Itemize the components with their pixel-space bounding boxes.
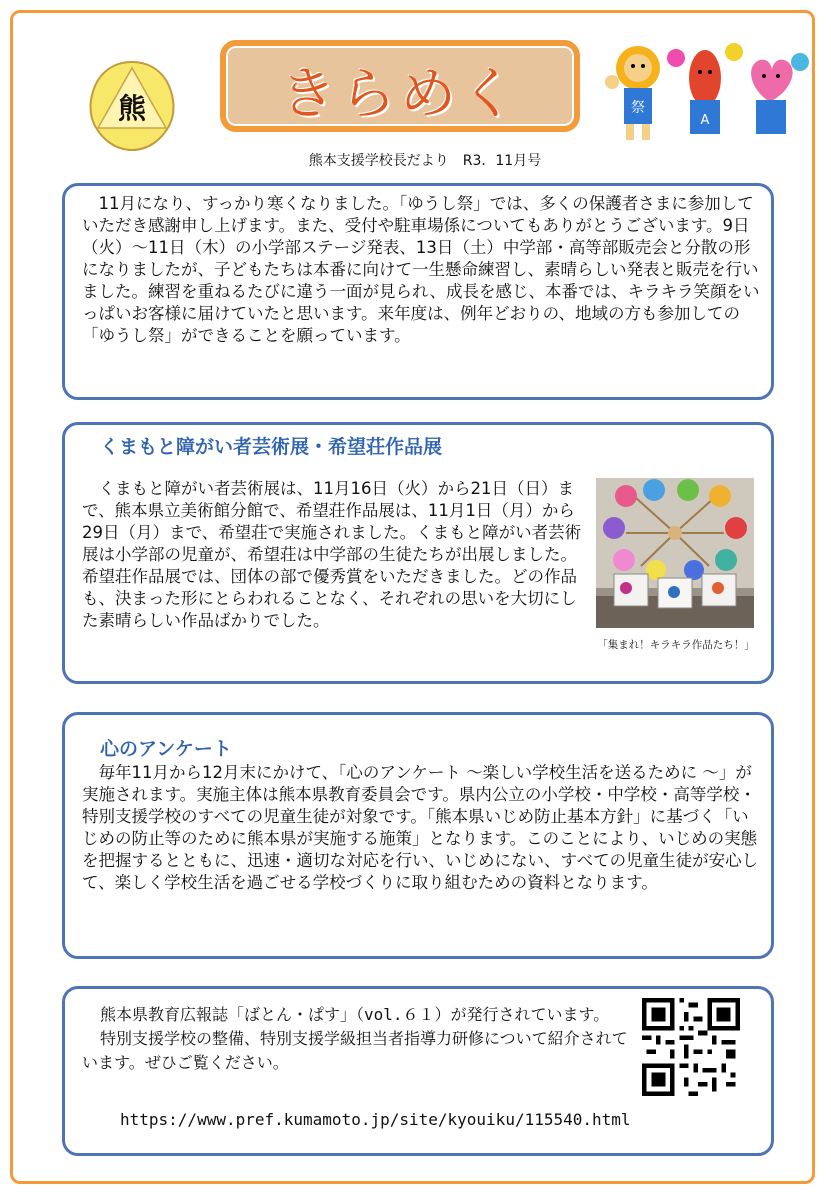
school-logo [86, 60, 178, 152]
art-exhibit-text: くまもと障がい者芸術展は、11月16日（火）から21日（日）まで、熊本県立美術館分館で、希望荘作品展は、11月1日（月）から29日（月）まで、希望荘で実施されました。くまもと障がい者芸術展は小学部の児童が、希望荘は中学部の生徒たちが出展しました。希望荘作品展では、団体の部で優秀賞をいただきました。どの作品も、決まった形にとらわれることなく、それぞれの思いを大切にした素晴らしい作品ばかりでした。 [82, 479, 582, 630]
logo-text: 熊 [117, 92, 147, 125]
bulletin-line-2: 特別支援学校の整備、特別支援学級担当者指導力研修について紹介されています。ぜひご覧ください。 [82, 1029, 628, 1072]
qr-code[interactable] [642, 998, 740, 1096]
newsletter-subtitle: 熊本支援学校長だより R3．11月号 [308, 153, 542, 169]
bulletin-text [82, 1003, 630, 1075]
title-banner [220, 40, 580, 132]
mascot-heart [751, 53, 809, 134]
festival-mascots-illustration [600, 38, 810, 148]
art-exhibit-heading: くまもと障がい者芸術展・希望荘作品展 [100, 436, 443, 458]
svg-text:祭: 祭 [631, 100, 645, 116]
photo-caption: 「集まれ！キラキラ作品たち！」 [597, 639, 755, 651]
bulletin-url-link[interactable]: https://www.pref.kumamoto.jp/site/kyouiku/115540.html [120, 1110, 631, 1129]
survey-text: 毎年11月から12月末にかけて、「心のアンケート ～楽しい学校生活を送るために ～」が実施されます。実施主体は熊本県教育委員会です。県内公立の小学校・中学校・高等学校・特別支援学校のすべての児童生徒が対象です。「熊本県いじめ防止基本方針」に基づく「いじめの防止等のために熊本県が実施する施策」となります。このことにより、いじめの実態を把握するとともに、迅速・適切な対応を行い、いじめにない、すべての児童生徒が安心して、楽しく学校生活を過ごせる学校づくりに取り組むための資料となります。 [82, 763, 759, 892]
artwork-photo [596, 478, 754, 628]
bulletin-line-1: 熊本県教育広報誌「ばとん・ぱす」（vol.６１）が発行されています。 [100, 1005, 610, 1024]
mascot-lion [605, 46, 660, 140]
svg-text:A: A [700, 113, 710, 128]
mascot-red [667, 43, 743, 134]
page-title: きらめく [280, 62, 520, 127]
survey-heading: 心のアンケート [100, 738, 232, 760]
intro-text: 11月になり、すっかり寒くなりました。「ゆうし祭」では、多くの保護者さまに参加していただき感謝申し上げます。また、受付や駐車場係についてもありがとうございます。9日（火）～11日（木）の小学部ステージ発表、13日（土）中学部・高等部販売会と分散の形になりましたが、子どもたちは本番に向けて一生懸命練習し、素晴らしい発表と販売を行いました。練習を重ねるたびに違う一面が見られ、成長を感じ、本番では、キラキラ笑顔をいっぱいお客様に届けていたと思います。来年度は、例年どおりの、地域の方も参加しての「ゆうし祭」ができることを願っています。 [82, 194, 760, 345]
